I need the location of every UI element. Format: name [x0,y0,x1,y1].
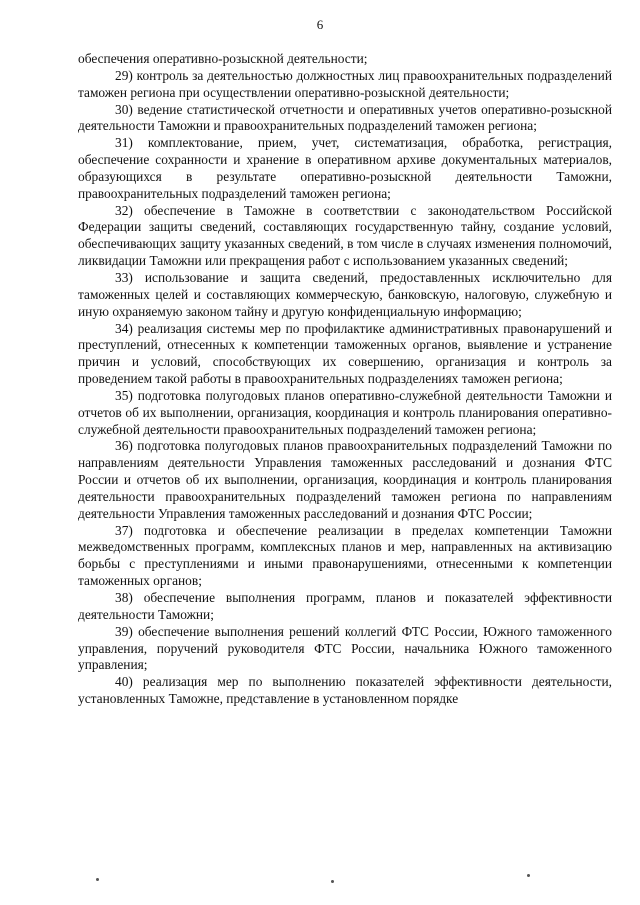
scan-speck [96,878,99,881]
paragraph-item-39: 39) обеспечение выполнения решений коллегий ФТС России, Южного таможенного управления, поручений руководителя ФТС России, начальника Южного таможенного управления; [78,623,612,673]
paragraph-item-40: 40) реализация мер по выполнению показателей эффективности деятельности, установленных Таможне, представление в установленном порядке [78,674,612,707]
paragraph-item-33: 33) использование и защита сведений, предоставленных исключительно для таможенных целей и составляющих коммерческую, банковскую, налоговую, служебную и иную охраняемую законом тайну и другую конфиденциальную информацию; [78,269,612,319]
paragraph-item-32: 32) обеспечение в Таможне в соответствии с законодательством Российской Федерации защиты сведений, составляющих государственную тайну, создание условий, обеспечивающих защиту указанных сведений, в том числе в случаях изменения полномочий, ликвидации Таможни или прекращения работ с использованием указанных сведений; [78,202,612,269]
paragraph-item-36: 36) подготовка полугодовых планов правоохранительных подразделений Таможни по направлениям деятельности Управления таможенных расследований и дознания ФТС России и отчетов об их выполнении, организация, координация и контроль планирования деятельности правоохранительных подразделений таможен региона по направлениям деятельности Управления таможенных расследований и дознания ФТС России; [78,438,612,521]
paragraph-continuation: обеспечения оперативно-розыскной деятельности; [78,51,368,66]
page-number: 6 [316,17,324,32]
paragraph-item-37: 37) подготовка и обеспечение реализации в пределах компетенции Таможни межведомственных программ, комплексных планов и мер, направленных на активизацию борьбы с преступлениями и иными правонарушениями, отнесенными к компетенции таможенных органов; [78,522,612,589]
paragraph-item-34: 34) реализация системы мер по профилактике административных правонарушений и преступлений, отнесенных к компетенции таможенных органов, выявление и устранение причин и условий, способствующих их совершению, организация и контроль за проведением такой работы в правоохранительных подразделениях таможен региона; [78,320,612,387]
paragraph-item-30: 30) ведение статистической отчетности и оперативных учетов оперативно-розыскной деятельности Таможни и правоохранительных подразделений таможен региона; [78,101,612,134]
paragraph-item-35: 35) подготовка полугодовых планов оперативно-служебной деятельности Таможни и отчетов об их выполнении, организация, координация и контроль планирования оперативно-служебной деятельности правоохранительных подразделений таможен региона; [78,387,612,437]
scan-speck [331,880,334,883]
paragraph-item-29: 29) контроль за деятельностью должностных лиц правоохранительных подразделений таможен региона при осуществлении оперативно-розыскной деятельности; [78,67,612,100]
paragraph-item-38: 38) обеспечение выполнения программ, планов и показателей эффективности деятельности Таможни; [78,590,612,622]
scan-speck [527,874,530,877]
paragraph-item-31: 31) комплектование, прием, учет, систематизация, обработка, регистрация, обеспечение сохранности и хранение в оперативном архиве документальных материалов, образующихся в результате оперативно-розыскной деятельности Таможни, правоохранительных подразделений таможен региона; [78,135,612,201]
document-body [78,51,612,708]
